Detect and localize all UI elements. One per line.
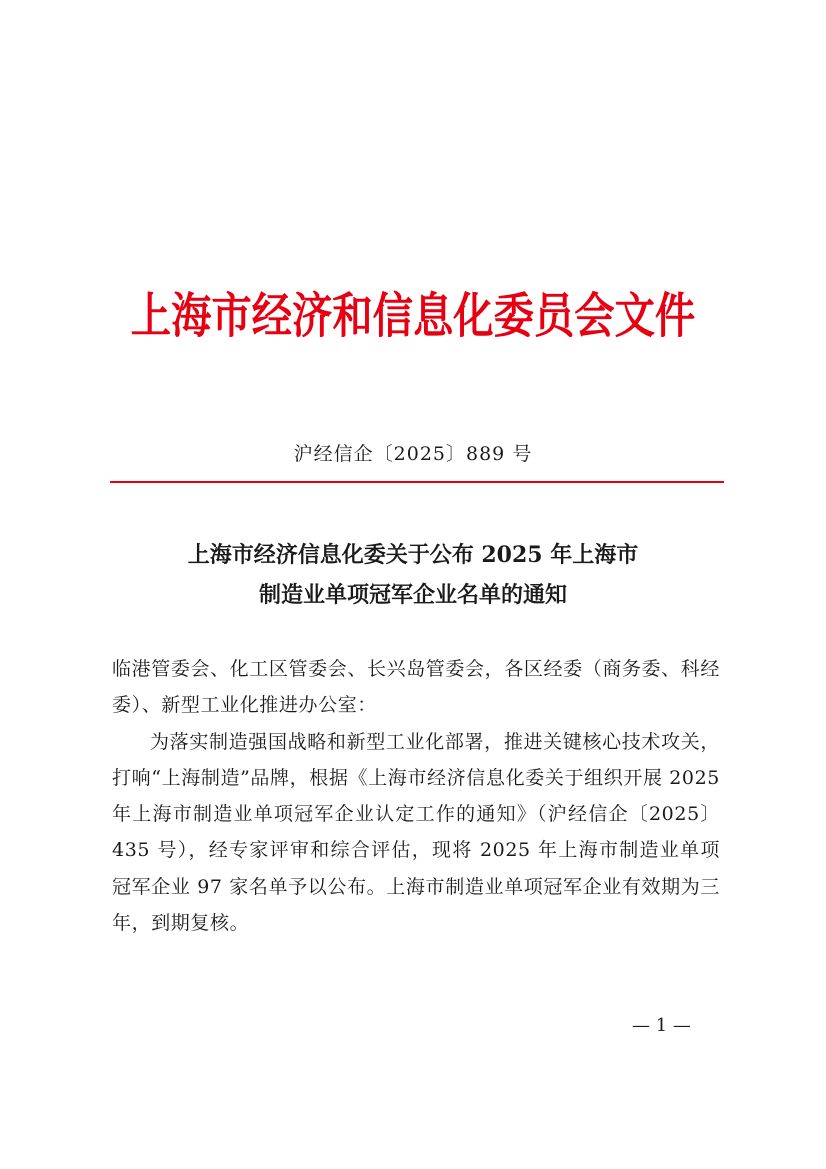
notice-body bbox=[112, 651, 720, 941]
red-divider-line bbox=[110, 481, 724, 483]
notice-title-line-1: 上海市经济信息化委关于公布 2025 年上海市 bbox=[187, 542, 639, 568]
notice-title bbox=[0, 535, 826, 615]
page-number: — 1 — bbox=[632, 1015, 691, 1036]
issuer-header: 上海市经济和信息化委员会文件 bbox=[130, 288, 696, 344]
body-paragraph: 为落实制造强国战略和新型工业化部署，推进关键核心技术攻关，打响“上海制造”品牌，根据《上海市经济信息化委关于组织开展 2025 年上海市制造业单项冠军企业认定工作的通知》（沪经信企〔2025〕435 号），经专家评审和综合评估，现将 2025 年上海市制造业单项冠军企业 97 家名单予以公布。上海市制造业单项冠军企业有效期为三年，到期复核。 bbox=[112, 730, 720, 935]
document-number: 沪经信企〔2025〕889 号 bbox=[293, 443, 533, 465]
notice-title-line-2: 制造业单项冠军企业名单的通知 bbox=[258, 582, 567, 608]
addressee: 临港管委会、化工区管委会、长兴岛管委会，各区经委（商务委、科经委）、新型工业化推进办公室： bbox=[112, 658, 720, 717]
